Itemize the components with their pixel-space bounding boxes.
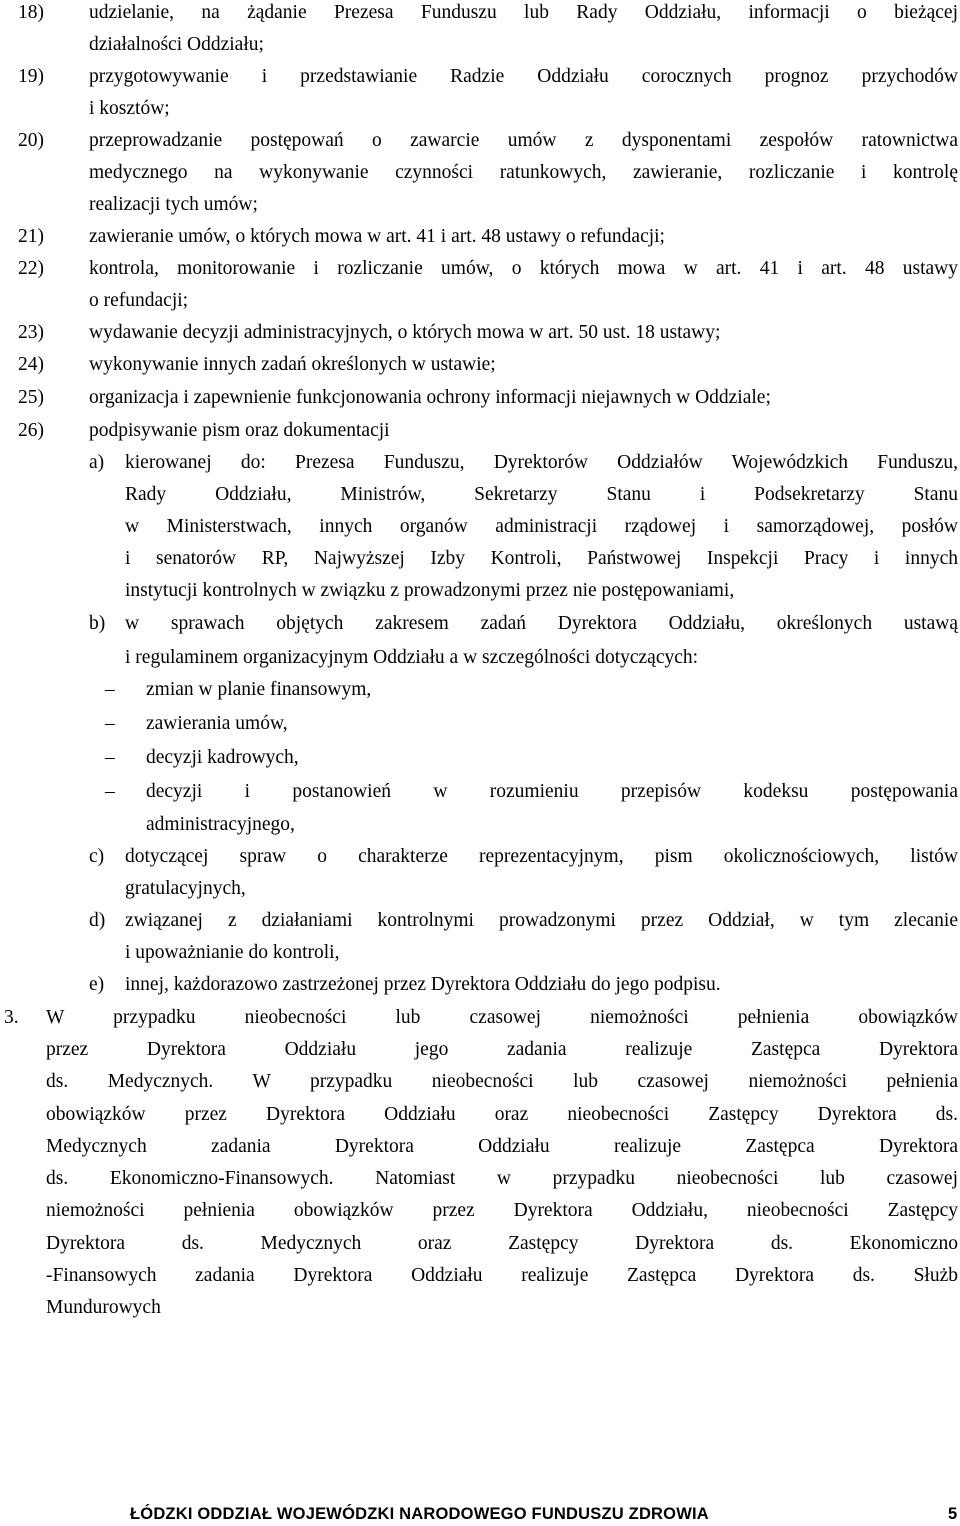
item-number: 21) bbox=[18, 226, 44, 247]
paragraph-text: obowiązków przez Dyrektora Oddziału oraz nieobecności Zastępcy Dyrektora ds. bbox=[46, 1104, 958, 1125]
sub-item-text: i upoważnianie do kontroli, bbox=[125, 942, 340, 963]
dash-item-text: zawierania umów, bbox=[146, 713, 288, 734]
paragraph-text: niemożności pełnienia obowiązków przez Dyrektora Oddziału, nieobecności Zastępcy bbox=[46, 1200, 958, 1221]
item-number: 25) bbox=[18, 387, 44, 408]
item-text: wykonywanie innych zadań określonych w ustawie; bbox=[89, 354, 496, 375]
item-number: 26) bbox=[18, 420, 44, 441]
item-text: kontrola, monitorowanie i rozliczanie umów, o których mowa w art. 41 i art. 48 ustawy bbox=[89, 258, 958, 279]
item-number: 19) bbox=[18, 66, 44, 87]
sub-item-text: innej, każdorazowo zastrzeżonej przez Dyrektora Oddziału do jego podpisu. bbox=[125, 974, 721, 995]
item-text: wydawanie decyzji administracyjnych, o których mowa w art. 50 ust. 18 ustawy; bbox=[89, 322, 721, 343]
footer-title: ŁÓDZKI ODDZIAŁ WOJEWÓDZKI NARODOWEGO FUNDUSZU ZDROWIA bbox=[130, 1505, 709, 1523]
item-number: 23) bbox=[18, 322, 44, 343]
item-text: udzielanie, na żądanie Prezesa Funduszu lub Rady Oddziału, informacji o bieżącej bbox=[89, 2, 958, 23]
sub-item-text: w sprawach objętych zakresem zadań Dyrektora Oddziału, określonych ustawą bbox=[125, 613, 958, 634]
dash-item-text: zmian w planie finansowym, bbox=[146, 679, 372, 700]
item-text: organizacja i zapewnienie funkcjonowania ochrony informacji niejawnych w Oddziale; bbox=[89, 387, 771, 408]
sub-item-text: dotyczącej spraw o charakterze reprezentacyjnym, pism okolicznościowych, listów bbox=[125, 846, 958, 867]
item-number: 22) bbox=[18, 258, 44, 279]
dash-mark: – bbox=[105, 781, 115, 802]
item-text: przeprowadzanie postępowań o zawarcie umów z dysponentami zespołów ratownictwa bbox=[89, 130, 958, 151]
dash-item-text: decyzji i postanowień w rozumieniu przepisów kodeksu postępowania bbox=[146, 781, 958, 802]
item-text: podpisywanie pism oraz dokumentacji bbox=[89, 420, 390, 441]
page-number: 5 bbox=[948, 1505, 958, 1523]
sub-item-text: Rady Oddziału, Ministrów, Sekretarzy Stanu i Podsekretarzy Stanu bbox=[125, 484, 958, 505]
item-text: i kosztów; bbox=[89, 98, 170, 119]
sub-item-letter: e) bbox=[89, 974, 105, 995]
sub-item-text: związanej z działaniami kontrolnymi prowadzonymi przez Oddział, w tym zlecanie bbox=[125, 910, 958, 931]
dash-mark: – bbox=[105, 679, 115, 700]
dash-item-text: decyzji kadrowych, bbox=[146, 747, 299, 768]
sub-item-text: i senatorów RP, Najwyższej Izby Kontroli, Państwowej Inspekcji Pracy i innych bbox=[125, 548, 958, 569]
sub-item-text: w Ministerstwach, innych organów administracji rządowej i samorządowej, posłów bbox=[125, 516, 958, 537]
paragraph-text: ds. Medycznych. W przypadku nieobecności lub czasowej niemożności pełnienia bbox=[46, 1071, 958, 1092]
sub-item-letter: b) bbox=[89, 613, 106, 634]
paragraph-text: Medycznych zadania Dyrektora Oddziału realizuje Zastępca Dyrektora bbox=[46, 1136, 958, 1157]
dash-item-text: administracyjnego, bbox=[146, 814, 295, 835]
dash-mark: – bbox=[105, 747, 115, 768]
item-text: o refundacji; bbox=[89, 290, 189, 311]
item-number: 24) bbox=[18, 354, 44, 375]
sub-item-text: instytucji kontrolnych w związku z prowadzonymi przez nie postępowaniami, bbox=[125, 580, 735, 601]
item-text: zawieranie umów, o których mowa w art. 41 i art. 48 ustawy o refundacji; bbox=[89, 226, 665, 247]
sub-item-letter: c) bbox=[89, 846, 105, 867]
paragraph-text: przez Dyrektora Oddziału jego zadania realizuje Zastępca Dyrektora bbox=[46, 1039, 958, 1060]
paragraph-text: ds. Ekonomiczno-Finansowych. Natomiast w przypadku nieobecności lub czasowej bbox=[46, 1168, 958, 1189]
paragraph-number: 3. bbox=[4, 1007, 19, 1028]
sub-item-text: i regulaminem organizacyjnym Oddziału a w szczególności dotyczących: bbox=[125, 647, 699, 668]
item-number: 18) bbox=[18, 2, 44, 23]
sub-item-text: kierowanej do: Prezesa Funduszu, Dyrektorów Oddziałów Wojewódzkich Funduszu, bbox=[125, 452, 958, 473]
sub-item-letter: a) bbox=[89, 452, 105, 473]
paragraph-text: -Finansowych zadania Dyrektora Oddziału realizuje Zastępca Dyrektora ds. Służb bbox=[46, 1265, 958, 1286]
paragraph-text: Dyrektora ds. Medycznych oraz Zastępcy Dyrektora ds. Ekonomiczno bbox=[46, 1233, 958, 1254]
item-text: medycznego na wykonywanie czynności ratunkowych, zawieranie, rozliczanie i kontrolę bbox=[89, 162, 958, 183]
paragraph-text: W przypadku nieobecności lub czasowej niemożności pełnienia obowiązków bbox=[46, 1007, 958, 1028]
item-number: 20) bbox=[18, 130, 44, 151]
item-text: przygotowywanie i przedstawianie Radzie Oddziału corocznych prognoz przychodów bbox=[89, 66, 958, 87]
sub-item-text: gratulacyjnych, bbox=[125, 878, 246, 899]
sub-item-letter: d) bbox=[89, 910, 106, 931]
dash-mark: – bbox=[105, 713, 115, 734]
paragraph-text: Mundurowych bbox=[46, 1297, 161, 1318]
item-text: realizacji tych umów; bbox=[89, 194, 258, 215]
item-text: działalności Oddziału; bbox=[89, 34, 264, 55]
